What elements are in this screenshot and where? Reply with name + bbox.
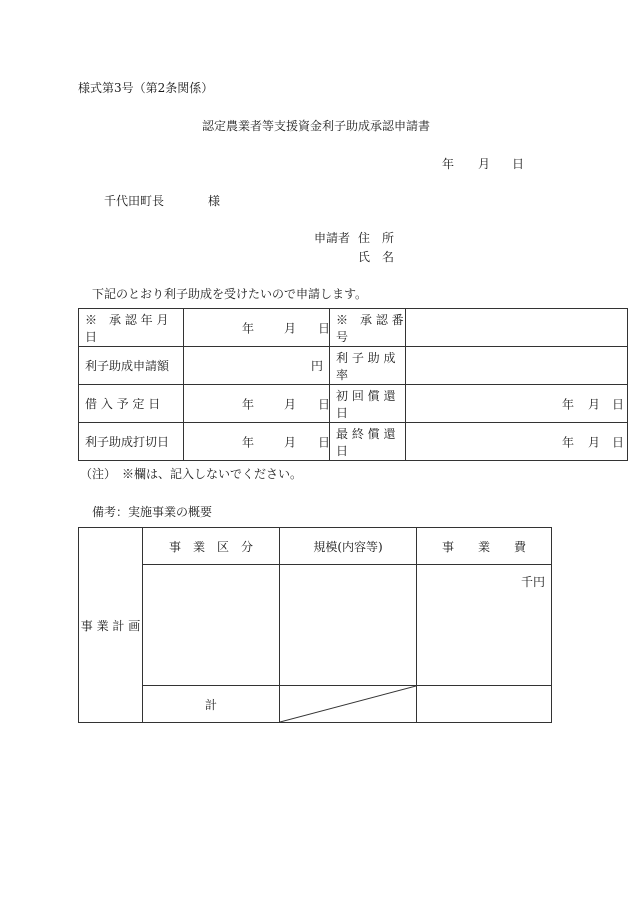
recipient-name: 千代田町長 (104, 194, 165, 208)
scale-header: 規模(内容等) (280, 528, 417, 565)
date-month: 月 (478, 157, 491, 171)
year-char: 年 (562, 435, 575, 449)
business-plan-header: 事 業 計 画 (79, 528, 143, 723)
recipient-honorific: 様 (208, 194, 221, 208)
first-repayment-label: 初 回 償 還 日 (330, 385, 406, 423)
first-repayment-field[interactable] (406, 385, 628, 423)
year-char: 年 (242, 397, 255, 411)
month-char: 月 (284, 397, 297, 411)
day-char: 日 (318, 321, 331, 335)
table-row (79, 423, 628, 461)
month-char: 月 (284, 435, 297, 449)
subsidy-rate-field[interactable] (406, 347, 628, 385)
table-row (79, 347, 628, 385)
intro-text: 下記のとおり利子助成を受けたいので申請します。 (92, 287, 368, 301)
business-category-cell[interactable] (143, 565, 280, 686)
table-row (79, 528, 552, 565)
business-cost-header: 事 業 費 (417, 528, 552, 565)
diagonal-line (280, 686, 416, 722)
applicant-name-label: 氏 名 (358, 250, 395, 264)
business-category-header: 事 業 区 分 (143, 528, 280, 565)
year-char: 年 (242, 321, 255, 335)
approval-date-label: ※ 承 認 年 月 日 (79, 309, 184, 347)
remarks-label: 備考：実施事業の概要 (92, 505, 213, 519)
approval-number-field[interactable] (406, 309, 628, 347)
borrowing-date-label: 借 入 予 定 日 (79, 385, 184, 423)
subsidy-amount-field[interactable] (184, 347, 330, 385)
subsidy-amount-label: 利子助成申請額 (79, 347, 184, 385)
month-char: 月 (588, 397, 601, 411)
subsidy-end-date-label: 利子助成打切日 (79, 423, 184, 461)
year-char: 年 (562, 397, 575, 411)
document-title: 認定農業者等支援資金利子助成承認申請書 (202, 119, 431, 133)
subsidy-end-date-field[interactable] (184, 423, 330, 461)
day-char: 日 (318, 397, 331, 411)
total-scale-cell (280, 686, 417, 723)
table-row (79, 565, 552, 686)
date-year: 年 (442, 157, 455, 171)
table-row (79, 385, 628, 423)
final-repayment-label: 最 終 償 還 日 (330, 423, 406, 461)
total-cost-cell[interactable] (417, 686, 552, 723)
year-char: 年 (242, 435, 255, 449)
final-repayment-field[interactable] (406, 423, 628, 461)
scale-cell[interactable] (280, 565, 417, 686)
day-char: 日 (612, 435, 625, 449)
month-char: 月 (588, 435, 601, 449)
business-plan-table (78, 527, 552, 723)
approval-number-label: ※ 承 認 番 号 (330, 309, 406, 347)
month-char: 月 (284, 321, 297, 335)
business-cost-cell[interactable] (417, 565, 552, 686)
application-table (78, 308, 628, 461)
note-text: （注） ※欄は、記入しないでください。 (80, 467, 303, 481)
approval-date-field[interactable] (184, 309, 330, 347)
applicant-address-label: 住 所 (358, 231, 395, 245)
total-label: 計 (143, 686, 280, 723)
form-number: 様式第3号（第2条関係） (78, 81, 214, 95)
subsidy-rate-label: 利 子 助 成 率 (330, 347, 406, 385)
applicant-label: 申請者 (314, 231, 351, 245)
day-char: 日 (612, 397, 625, 411)
table-row (79, 686, 552, 723)
date-day: 日 (512, 157, 525, 171)
table-row (79, 309, 628, 347)
borrowing-date-field[interactable] (184, 385, 330, 423)
yen-unit: 円 (310, 359, 323, 373)
thousand-yen-unit: 千円 (520, 575, 545, 589)
day-char: 日 (318, 435, 331, 449)
